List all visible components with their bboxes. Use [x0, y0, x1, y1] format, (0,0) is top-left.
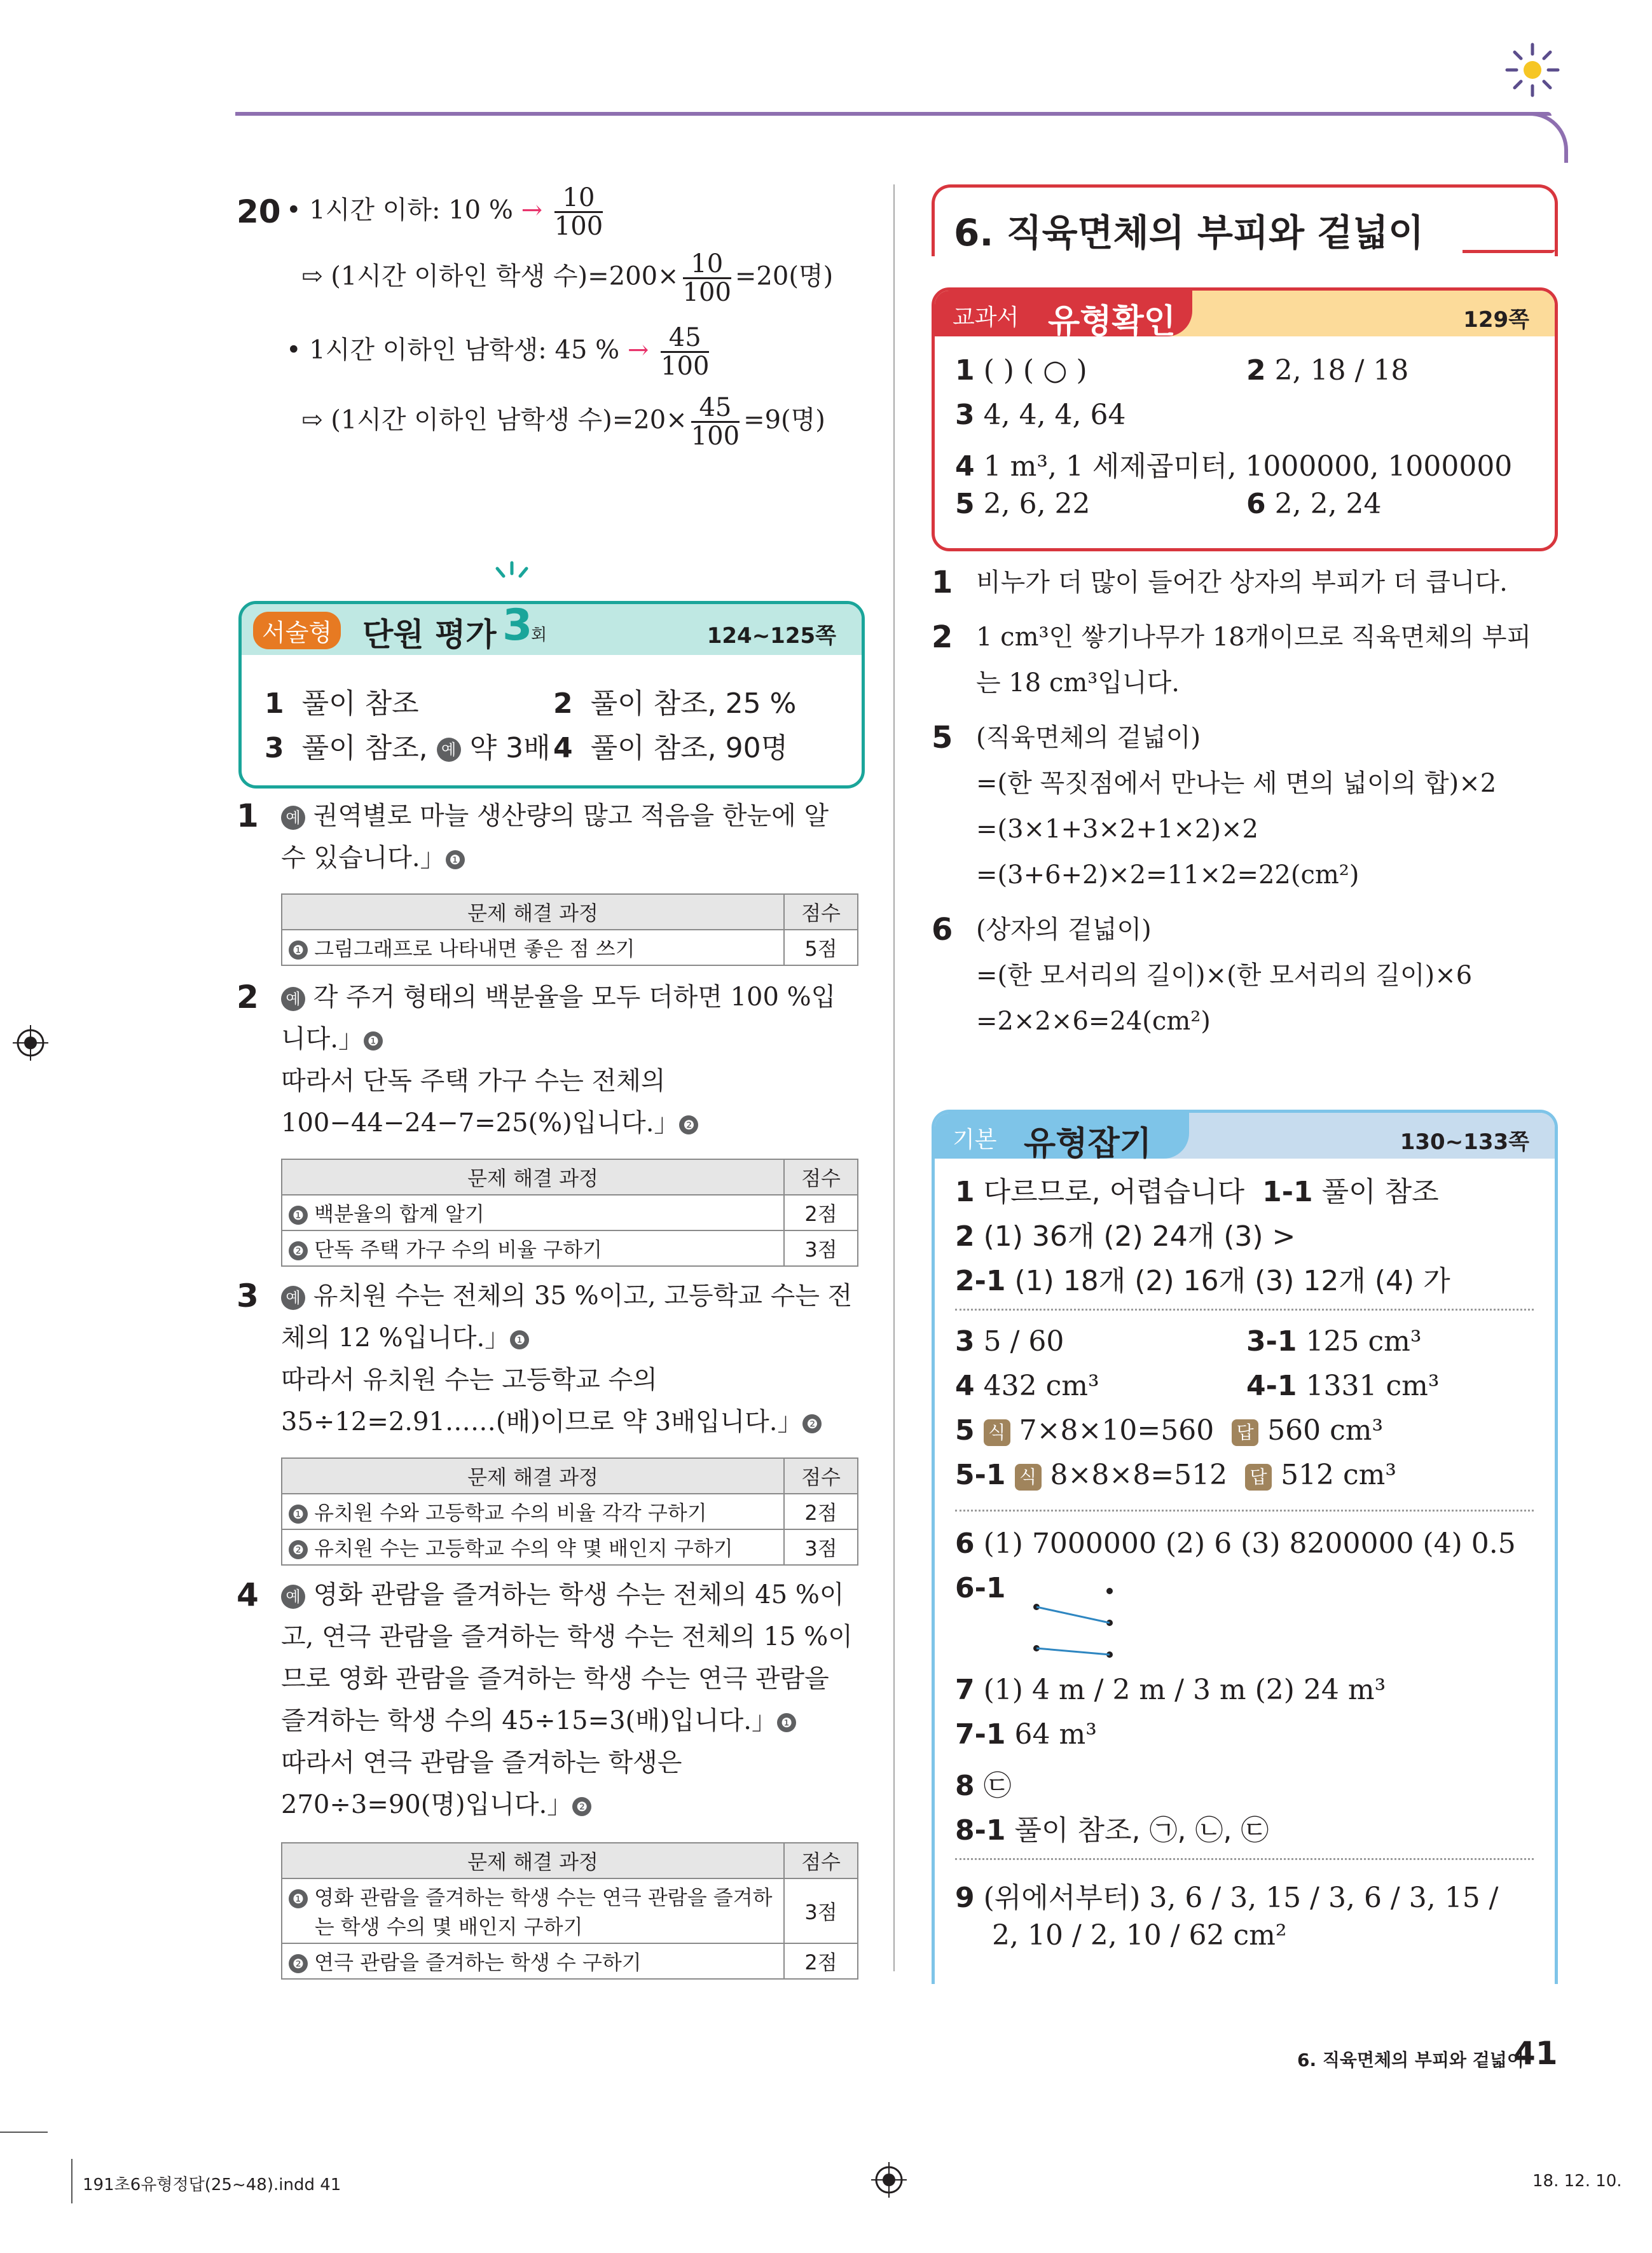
eval-tag: 서술형: [253, 612, 341, 649]
explanation-1: 1 비누가 더 많이 들어간 상자의 부피가 더 큽니다.: [932, 565, 1508, 600]
solution-2: 2 예 각 주거 형태의 백분율을 모두 더하면 100 %입 니다.」 ❶ 따라서 단독 주택 가구 수는 전체의 100−44−24−7=25(%)입니다.」 ❷: [237, 979, 836, 1138]
registration-mark-icon: [871, 2162, 907, 2198]
basic-title: 유형잡기: [1024, 1125, 1152, 1163]
score-table-4: 문제 해결 과정 점수 ❶ 영화 관람을 즐겨하는 학생 수는 연극 관람을 즐겨하 는 학생 수의 몇 배인지 구하기 3점 ❷ 연극 관람을 즐겨하는 학생 수 구하기 2점: [281, 1842, 858, 1980]
top-rule-curve: [1513, 112, 1568, 163]
eval-pages: 124~125쪽: [706, 623, 836, 649]
solution-3: 3 예 유치원 수는 전체의 35 %이고, 고등학교 수는 전 체의 12 %입니다.」 ❶ 따라서 유치원 수는 고등학교 수의 35÷12=2.91……(배)이므로 약 3배입니다.」 ❷: [237, 1278, 853, 1437]
eval-title: 단원 평가: [362, 616, 497, 653]
explanation-5: 5 (직육면체의 겉넓이) =(한 꼭짓점에서 만나는 세 면의 넓이의 합)×2 =(3×1+3×2+1×2)×2 =(3+6+2)×2=11×2=22(cm²): [932, 720, 1497, 890]
textbook-pages: 129쪽: [1463, 307, 1529, 333]
registration-mark-left-icon: [13, 1025, 48, 1061]
explanations: [932, 560, 1552, 1044]
solution-4: 4 예 영화 관람을 즐겨하는 학생 수는 전체의 45 %이 고, 연극 관람을 즐겨하는 학생 수는 전체의 15 %이 므로 영화 관람을 즐겨하는 학생 수는 연극 관람을 즐겨하는 학생 수의 45÷15=3(배)입니다.」 ❶ 따라서 연극 관람을 즐겨하는 학생은 270÷3=90(명)입니다.」 ❷: [237, 1576, 853, 1819]
textbook-header: [935, 291, 1555, 341]
top-rule: [235, 112, 1552, 116]
footer-chapter: 6. 직육면체의 부피와 겉넓이: [1297, 2050, 1524, 2070]
print-date: 18. 12. 10.: [1532, 2172, 1622, 2191]
textbook-box: 교과서 유형확인 129쪽 1 ( ) ( ○ ) 2 2, 18 / 18 3 4, 4, 4, 64 4 1 m³, 1 세제곱미터, 1000000, 1000000 5 2, 6, 22 6 2, 2, 24: [932, 287, 1558, 551]
q20-line2: ⇨ (1시간 이하인 학생 수)=200× $\frac{10}{100}$ =20(명): [301, 249, 834, 307]
q20-line1: • 1시간 이하: 10 % → $\frac{10}{100}$: [286, 183, 603, 241]
column-divider: [893, 184, 895, 1971]
basic-header: [935, 1113, 1555, 1163]
q20-line4: ⇨ (1시간 이하인 남학생 수)=20× $\frac{45}{100}$ =9(명): [301, 393, 825, 451]
eval-answers: 1 풀이 참조 2 풀이 참조, 25 % 3 풀이 참조, 예 약 3배 4 풀이 참조, 90명: [265, 687, 797, 764]
matching-diagram: [1024, 1578, 1125, 1661]
question-20: [237, 184, 872, 464]
basic-pages: 130~133쪽: [1400, 1129, 1529, 1155]
unit-eval-header: [242, 601, 862, 655]
basic-tag: 기본: [953, 1127, 997, 1153]
score-table-1: 문제 해결 과정 점수 ❶ 그림그래프로 나타내면 좋은 점 쓰기 5점: [281, 893, 858, 966]
q20-line3: • 1시간 이하인 남학생: 45 % → $\frac{45}{100}$: [286, 323, 710, 381]
textbook-tag: 교과서: [953, 305, 1019, 331]
page-number: 41: [1513, 2035, 1558, 2072]
textbook-title: 유형확인: [1048, 303, 1176, 341]
sparkle-icon: [490, 560, 534, 591]
chapter-title-box: [932, 184, 1558, 256]
file-info: 191초6유형정답(25~48).indd 41: [83, 2175, 341, 2194]
crop-line-vertical: [71, 2159, 72, 2203]
explanation-2: 2 1 cm³인 쌓기나무가 18개이므로 직육면체의 부피 는 18 cm³입니다.: [932, 619, 1532, 698]
crop-line: [0, 2132, 48, 2133]
sun-icon: [1501, 38, 1564, 102]
chapter-title-underline: [1463, 250, 1555, 253]
chapter-title: 6. 직육면체의 부피와 겉넓이: [954, 211, 1424, 254]
eval-round: 3: [502, 601, 533, 651]
solution-1: 1 예 권역별로 마늘 생산량의 많고 적음을 한눈에 알 수 있습니다.」 ❶: [237, 797, 829, 872]
basic-box: 기본 유형잡기 130~133쪽 1 다르므로, 어렵습니다 1-1 풀이 참조 2 (1) 36개 (2) 24개 (3) > 2-1 (1) 18개 (2) 16개 (3) 12개 (4) 가 3 5 / 60 3-1 125 cm³ 4 432 cm³ 4-1 1331 cm³ 5 식 7×8×10=560 답 560 cm³ 5-1 식 8×8×8=512 답 512 cm³ 6 (1) 7000000 (2) 6 (3) 8200000 (4) 0.5 6-1 7 (1) 4 m / 2 m / 3 m (2) 24 m³ 7-1 64 m³ 8 ㉢ 8-1 풀이 참조, ㉠, ㉡, ㉢ 9 (위에서부터) 3, 6 / 3, 15 / 3, 6 / 3, 15 / 2, 10 / 2, 10 / 62 cm²: [932, 1110, 1558, 1984]
score-table-3: 문제 해결 과정 점수 ❶ 유치원 수와 고등학교 수의 비율 각각 구하기 2점 ❷ 유치원 수는 고등학교 수의 약 몇 배인지 구하기 3점: [281, 1457, 858, 1566]
explanation-6: 6 (상자의 겉넓이) =(한 모서리의 길이)×(한 모서리의 길이)×6 =2×2×6=24(cm²): [932, 912, 1473, 1036]
score-table-2: 문제 해결 과정 점수 ❶ 백분율의 합계 알기 2점 ❷ 단독 주택 가구 수의 비율 구하기 3점: [281, 1159, 858, 1267]
eval-round-suffix: 회: [531, 626, 547, 645]
unit-eval-box: [238, 601, 865, 789]
question-number: 20: [237, 193, 281, 230]
